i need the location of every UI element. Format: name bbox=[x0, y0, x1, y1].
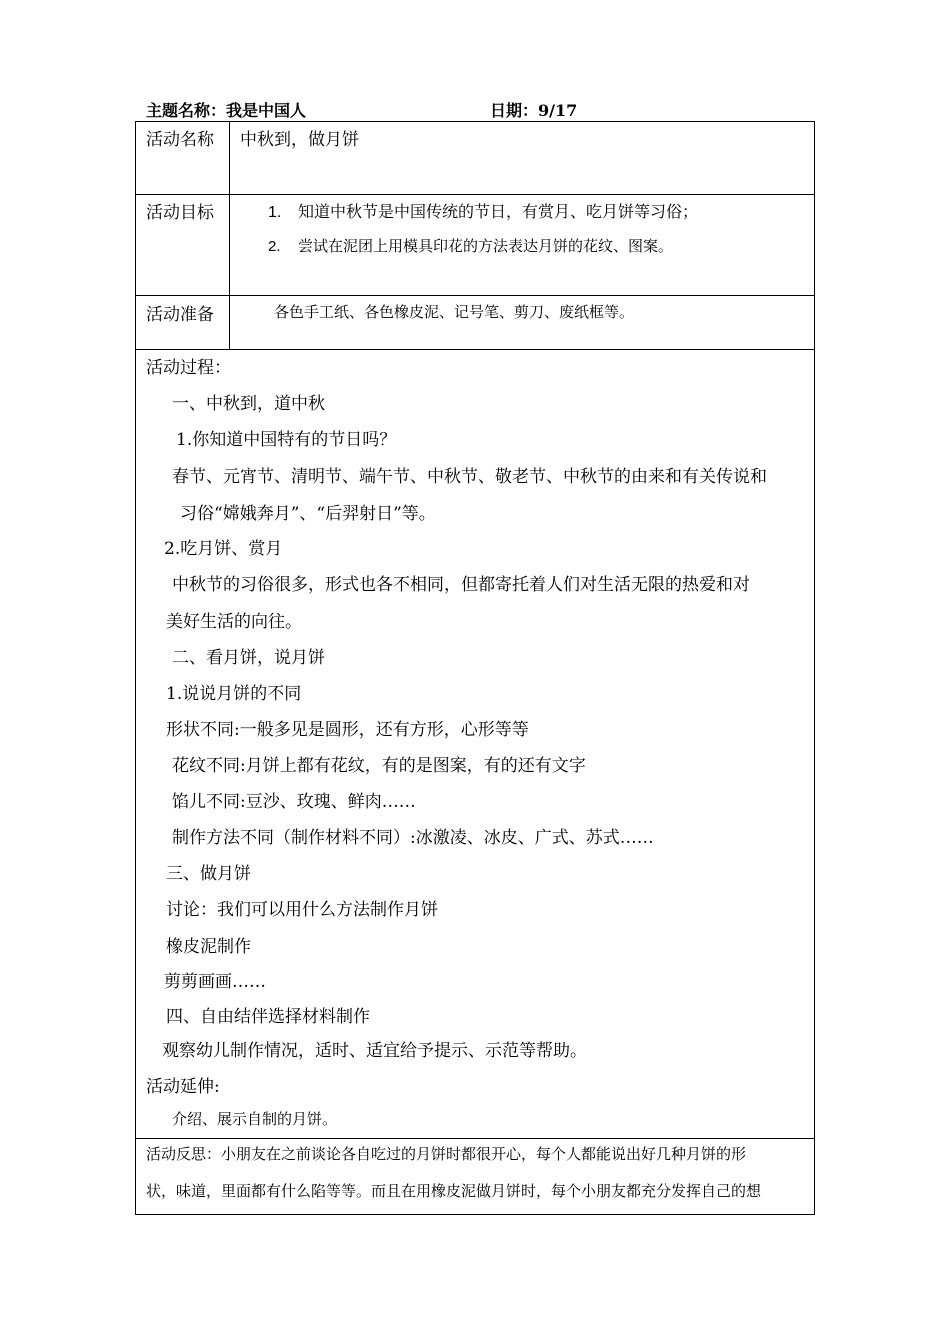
process-line: 观察幼儿制作情况，适时、适宜给予提示、示范等帮助。 bbox=[162, 1041, 587, 1061]
row-divider bbox=[136, 1138, 814, 1139]
goals-label: 活动目标 bbox=[146, 203, 214, 223]
process-line: 橡皮泥制作 bbox=[166, 937, 251, 957]
process-line: 形状不同:一般多见是圆形，还有方形，心形等等 bbox=[166, 720, 529, 740]
process-line: 制作方法不同（制作材料不同）:冰激凌、冰皮、广式、苏式…… bbox=[172, 828, 654, 848]
extension-label: 活动延伸: bbox=[146, 1077, 220, 1097]
theme-title: 主题名称：我是中国人 bbox=[146, 101, 307, 120]
row-divider bbox=[136, 194, 814, 195]
reflection-line: 状，味道，里面都有什么陷等等。而且在用橡皮泥做月饼时，每个小朋友都充分发挥自己的想 bbox=[146, 1182, 762, 1200]
process-line: 二、看月饼，说月饼 bbox=[172, 648, 325, 668]
process-line: 2.吃月饼、赏月 bbox=[164, 539, 283, 559]
goal-item bbox=[268, 199, 698, 222]
preparation-value: 各色手工纸、各色橡皮泥、记号笔、剪刀、废纸框等。 bbox=[274, 303, 635, 321]
process-line: 花纹不同:月饼上都有花纹，有的是图案，有的还有文字 bbox=[172, 756, 586, 776]
process-line: 美好生活的向往。 bbox=[166, 612, 302, 632]
process-line: 剪剪画画…… bbox=[164, 972, 266, 992]
goal-number: 1. bbox=[268, 204, 282, 221]
preparation-label: 活动准备 bbox=[146, 305, 214, 325]
column-divider bbox=[229, 122, 230, 349]
process-line: 1.你知道中国特有的节日吗？ bbox=[176, 430, 397, 450]
goal-number: 2. bbox=[268, 238, 281, 255]
reflection-line: 活动反思：小朋友在之前谈论各自吃过的月饼时都很开心，每个人都能说出好几种月饼的形 bbox=[146, 1145, 747, 1163]
activity-name-label: 活动名称 bbox=[146, 130, 214, 150]
process-line: 馅儿不同:豆沙、玫瑰、鲜肉…… bbox=[172, 792, 416, 812]
activity-name-value: 中秋到，做月饼 bbox=[240, 130, 359, 150]
process-line: 1.说说月饼的不同 bbox=[166, 684, 302, 704]
process-line: 三、做月饼 bbox=[166, 864, 251, 884]
goal-text: 尝试在泥团上用模具印花的方法表达月饼的花纹、图案。 bbox=[298, 237, 674, 255]
process-line: 四、自由结伴选择材料制作 bbox=[166, 1007, 370, 1027]
goal-item bbox=[268, 235, 673, 256]
process-line: 一、中秋到，道中秋 bbox=[172, 394, 325, 414]
lesson-plan-table bbox=[135, 121, 815, 1215]
row-divider bbox=[136, 349, 814, 350]
row-divider bbox=[136, 295, 814, 296]
date-label: 日期：9/17 bbox=[490, 101, 578, 120]
process-line: 中秋节的习俗很多，形式也各不相同，但都寄托着人们对生活无限的热爱和对 bbox=[172, 575, 750, 595]
extension-value: 介绍、展示自制的月饼。 bbox=[172, 1110, 338, 1128]
document-header bbox=[146, 98, 816, 120]
process-label: 活动过程： bbox=[146, 358, 231, 378]
process-line: 习俗“嫦娥奔月”、“后羿射日”等。 bbox=[180, 504, 436, 524]
process-line: 春节、元宵节、清明节、端午节、中秋节、敬老节、中秋节的由来和有关传说和 bbox=[172, 467, 767, 487]
goal-text: 知道中秋节是中国传统的节日，有赏月、吃月饼等习俗； bbox=[298, 202, 699, 221]
process-line: 讨论：我们可以用什么方法制作月饼 bbox=[166, 900, 438, 920]
